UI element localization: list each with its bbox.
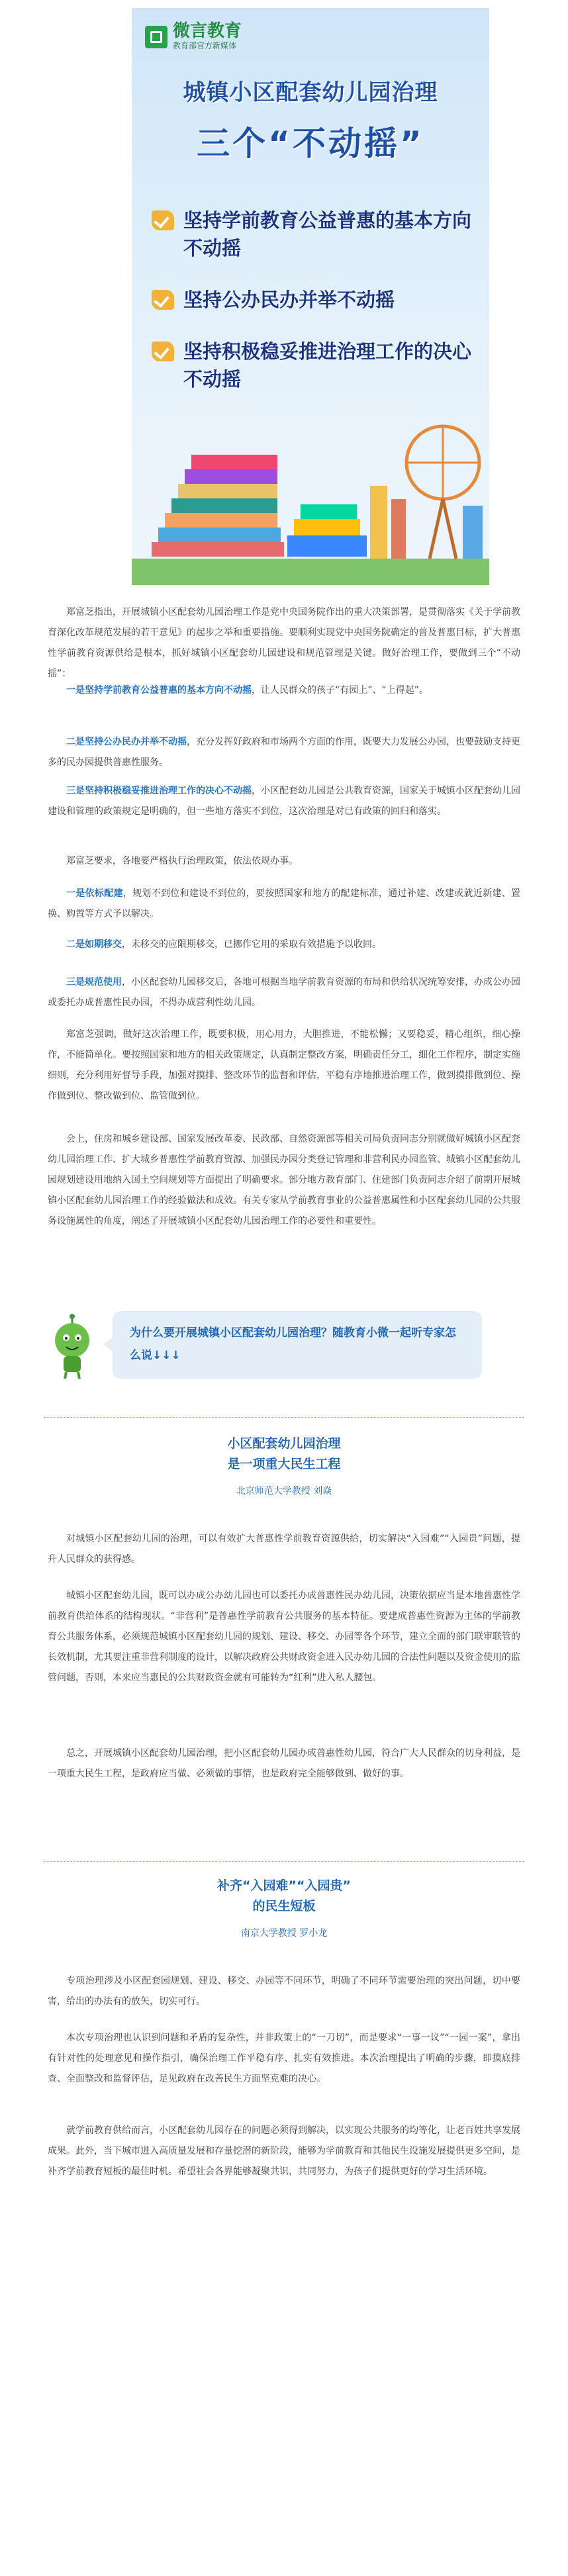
poster-point [152,286,483,314]
section-title: 补齐“入园难”“入园贵” [217,1878,351,1893]
section-title: 是一项重大民生工程 [227,1457,341,1471]
highlight-text: 一是坚持学前教育公益普惠的基本方向不动摇 [66,685,252,696]
section-divider [44,1861,524,1862]
section-title: 小区配套幼儿园治理 [227,1436,341,1451]
speech-bubble [113,1311,482,1379]
check-icon [152,290,174,310]
poster-subtitle: 三个“不动摇” [197,124,424,163]
poster-point-text: 坚持积极稳妥推进治理工作的决心不动摇 [183,340,472,391]
expert-prompt [52,1309,515,1383]
logo-name: 微言教育 [173,21,242,41]
paragraph-text: ，规划不到位和建设不到位的，要按照国家和地方的配建标准，通过补建、改建或就近新建、置换、购置等方式予以解决。 [48,888,521,919]
paragraph: 对城镇小区配套幼儿园的治理，可以有效扩大普惠性学前教育资源供给，切实解决“入园难”“入园贵”问题，提升人民群众的获得感。 [48,1534,520,1565]
paragraph-text: ，未移交的应限期移交，已挪作它用的采取有效措施予以收回。 [122,939,381,950]
paragraph: 郑富芝强调，做好这次治理工作，既要积极，用心用力，大胆推进，不能松懈；又要稳妥，精心组织，细心操作，不能简单化。要按照国家和地方的相关政策规定，认真制定整改方案，明确责任分工，细化工作程序，制定实施细则，充分利用好督导手段，加强对摸排、整改环节的监督和评估，平稳有序地推进治理工作，做到摸排做到位、操作做到位、整改做到位、监管做到位。 [48,1029,520,1101]
paragraph-text: ，让人民群众的孩子“有园上”、“上得起”。 [252,685,429,696]
books-illustration [132,400,489,585]
mascot-icon [52,1314,93,1380]
poster-point-text: 坚持学前教育公益普惠的基本方向不动摇 [183,209,472,259]
paragraph: 城镇小区配套幼儿园，既可以办成公办幼儿园也可以委托办成普惠性民办幼儿园，决策依据应当是本地普惠性学前教育供给体系的结构现状。“非营利”是普惠性学前教育公共服务的基本特征。要建成普惠性资源为主体的学前教育公共服务体系，必须规范城镇小区配套幼儿园的规划、建设、移交、办园等各个环节，建立全面的部门联审联管的长效机制，尤其要注重非营利制度的设计，以解决政府公共财政资金进入民办幼儿园的合法性问题以及资金使用的监管问题，否则，本来应当惠民的公共财政资金就有可能转为“红利”进入私人腰包。 [48,1590,520,1683]
paragraph: 郑富芝要求，各地要严格执行治理政策，依法依规办事。 [66,856,298,866]
paragraph: 本次专项治理也认识到问题和矛盾的复杂性，并非政策上的“一刀切”，而是要求“一事一议”“一园一案”，拿出有针对性的处理意见和操作指引，确保治理工作平稳有序、扎实有效推进。本次治理提出了明确的步骤，即摸底排查、全面整改和监督评估，足见政府在改善民生方面坚克难的决心。 [48,2033,520,2084]
paragraph [48,884,520,925]
prompt-text: 为什么要开展城镇小区配套幼儿园治理？随教育小微一起听专家怎么说↓↓↓ [130,1326,456,1362]
brand-logo [145,23,242,51]
highlight-text: 二是如期移交 [66,939,122,950]
paragraph: 就学前教育供给而言，小区配套幼儿园存在的问题必须得到解决，以实现公共服务的均等化，让老百姓共享发展成果。此外，当下城市进入高质量发展和存量挖潜的新阶段，能够为学前教育和其他民生设施发展提供更多空间，是补齐学前教育短板的最佳时机。希望社会各界能够凝聚共识，共同努力，为孩子们提供更好的学习生活环境。 [48,2125,520,2177]
paragraph: 总之，开展城镇小区配套幼儿园治理，把小区配套幼儿园办成普惠性幼儿园，符合广大人民群众的切身利益，是一项重大民生工程，是政府应当做、必须做的事情，也是政府完全能够做到、做好的事。 [48,1748,520,1779]
paragraph [48,972,520,1013]
section-author: 南京大学教授 罗小龙 [240,1928,328,1939]
paragraph: 专项治理涉及小区配套园规划、建设、移交、办园等不同环节，明确了不同环节需要治理的突出问题，切中要害，给出的办法有的放矢，切实可行。 [48,1976,520,2007]
highlight-text: 一是依标配建 [66,888,123,899]
paragraph-text: ，小区配套幼儿园移交后，各地可根据当地学前教育资源的布局和供给状况统筹安排，办成公办园或委托办成普惠性民办园，不得办成营利性幼儿园。 [48,977,520,1008]
paragraph: 会上，住房和城乡建设部、国家发展改革委、民政部、自然资源部等相关司局负责同志分别就做好城镇小区配套幼儿园治理工作、扩大城乡普惠性学前教育资源、加强民办园分类登记管理和非营利民办园监管、城镇小区配套幼儿园规划建设用地纳入国土空间规划等方面提出了明确要求。部分地方教育部门、住建部门负责同志介绍了前期开展城镇小区配套幼儿园治理工作的经验做法和成效。有关专家从学前教育事业的公益普惠属性和小区配套幼儿园的公共服务设施属性的角度，阐述了开展城镇小区配套幼儿园治理工作的必要性和重要性。 [48,1134,520,1226]
paragraph [48,781,520,822]
paragraph [48,732,520,773]
logo-subtitle: 教育部官方新媒体 [173,41,237,50]
paragraph-text: ，充分发挥好政府和市场两个方面的作用，既要大力发展公办园，也要鼓励支持更多的民办园提供普惠性服务。 [48,737,520,768]
check-icon [152,210,174,230]
highlight-text: 三是坚持积极稳妥推进治理工作的决心不动摇 [66,786,252,796]
poster-point-text: 坚持公办民办并举不动摇 [183,289,395,311]
poster-point-list [152,207,483,417]
check-icon [152,342,174,361]
logo-icon [145,26,167,48]
poster-point [152,207,483,262]
section-title: 的民生短板 [252,1899,316,1913]
poster-point [152,338,483,393]
header-poster [132,8,489,585]
paragraph-text: ，小区配套幼儿园是公共教育资源，国家关于城镇小区配套幼儿园建设和管理的政策规定是明确的，但一些地方落实不到位，这次治理是对已有政策的回归和落实。 [48,786,520,817]
poster-title: 城镇小区配套幼儿园治理 [183,79,438,106]
section-divider [44,1417,524,1418]
section-author: 北京师范大学教授 刘焱 [236,1486,332,1496]
paragraph: 郑富芝指出，开展城镇小区配套幼儿园治理工作是党中央国务院作出的重大决策部署，是贯彻落实《关于学前教育深化改革规范发展的若干意见》的起步之举和重要措施。要顺利实现党中央国务院确定的普及普惠目标，扩大普惠性学前教育资源供给是根本，抓好城镇小区配套幼儿园建设和规范管理是关键。做好治理工作，要做到三个“不动摇”： [48,607,520,679]
paragraph [48,680,520,701]
highlight-text: 三是规范使用 [66,977,122,988]
paragraph [48,935,520,955]
highlight-text: 二是坚持公办民办并举不动摇 [66,737,187,747]
